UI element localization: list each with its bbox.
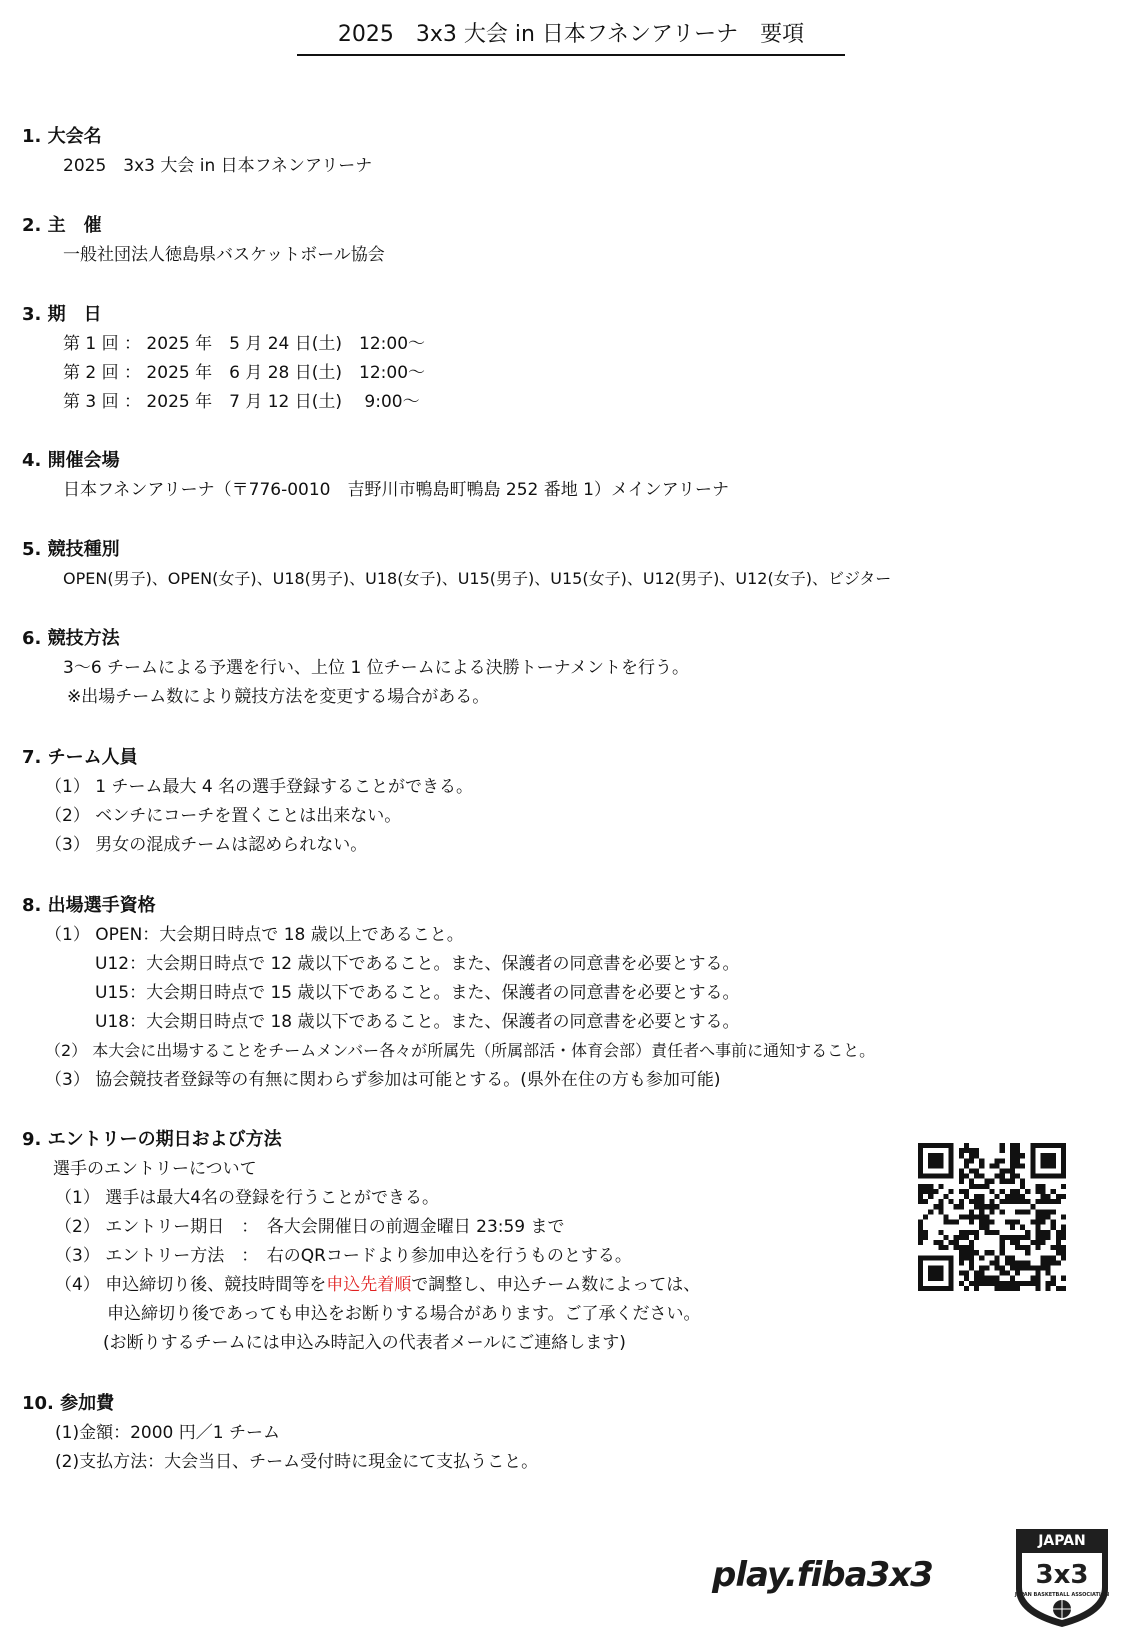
section-9-line-4a: （4） 申込締切り後、競技時間等を bbox=[55, 1275, 327, 1295]
logo-middle-text: 3x3 bbox=[1035, 1560, 1089, 1590]
section-3-line: 第 3 回 ： 2025 年 7 月 12 日(土) 9:00～ bbox=[63, 392, 420, 412]
section-3-line: 第 2 回 ： 2025 年 6 月 28 日(土) 12:00～ bbox=[63, 363, 426, 383]
section-8-line: （2） 本大会に出場することをチームメンバー各々が所属先（所属部活・体育会部）責任者へ事前に通知すること。 bbox=[45, 1041, 876, 1060]
section-6-heading: 6. 競技方法 bbox=[22, 628, 120, 649]
play-fiba3x3-wordmark: play.fiba3x3 bbox=[712, 1555, 933, 1595]
section-6-line: ※出場チーム数により競技方法を変更する場合がある。 bbox=[67, 687, 490, 707]
section-2-line: 一般社団法人徳島県バスケットボール協会 bbox=[63, 245, 385, 265]
section-7-line: （1） 1 チーム最大 4 名の選手登録することができる。 bbox=[45, 777, 474, 797]
section-9-heading: 9. エントリーの期日および方法 bbox=[22, 1129, 282, 1150]
section-2-heading: 2. 主 催 bbox=[22, 215, 102, 236]
section-8-line: U12：大会期日時点で 12 歳以下であること。また、保護者の同意書を必要とする。 bbox=[95, 954, 740, 974]
section-7-line: （2） ベンチにコーチを置くことは出来ない。 bbox=[45, 806, 402, 826]
section-6-line: 3～6 チームによる予選を行い、上位 1 位チームによる決勝トーナメントを行う。 bbox=[63, 658, 689, 678]
section-1-heading: 1. 大会名 bbox=[22, 126, 102, 147]
jba-3x3-logo-icon bbox=[1010, 1523, 1114, 1630]
section-3-line: 第 1 回 ： 2025 年 5 月 24 日(土) 12:00～ bbox=[63, 334, 426, 354]
section-8-line: U18：大会期日時点で 18 歳以下であること。また、保護者の同意書を必要とする。 bbox=[95, 1012, 740, 1032]
section-9-line: （1） 選手は最大4名の登録を行うことができる。 bbox=[55, 1188, 440, 1208]
section-8-line: （1） OPEN：大会期日時点で 18 歳以上であること。 bbox=[45, 925, 464, 945]
section-9-line: （2） エントリー期日 ： 各大会開催日の前週金曜日 23:59 まで bbox=[55, 1217, 565, 1237]
section-1-line: 2025 3x3 大会 in 日本フネンアリーナ bbox=[63, 156, 373, 176]
logo-bottom-text: JAPAN BASKETBALL ASSOCIATION bbox=[1014, 1592, 1110, 1598]
first-come-highlight: 申込先着順 bbox=[326, 1275, 412, 1295]
section-10-heading: 10. 参加費 bbox=[22, 1393, 115, 1414]
section-10-line: (2)支払方法：大会当日、チーム受付時に現金にて支払うこと。 bbox=[55, 1452, 539, 1472]
section-9-line: （3） エントリー方法 ： 右のQRコードより参加申込を行うものとする。 bbox=[55, 1246, 632, 1266]
qr-code-icon[interactable] bbox=[905, 1143, 1079, 1291]
section-9-line: 申込締切り後であっても申込をお断りする場合があります。ご了承ください。 bbox=[107, 1304, 701, 1324]
section-9-line-4b: で調整し、申込チーム数によっては、 bbox=[411, 1275, 701, 1295]
section-9-intro: 選手のエントリーについて bbox=[53, 1159, 257, 1179]
section-4-heading: 4. 開催会場 bbox=[22, 450, 120, 471]
logo-top-text: JAPAN bbox=[1038, 1533, 1086, 1549]
section-9-line: (お断りするチームには申込み時記入の代表者メールにご連絡します) bbox=[103, 1333, 626, 1353]
section-8-heading: 8. 出場選手資格 bbox=[22, 895, 156, 916]
section-7-heading: 7. チーム人員 bbox=[22, 747, 138, 768]
section-3-heading: 3. 期 日 bbox=[22, 304, 102, 325]
section-5-heading: 5. 競技種別 bbox=[22, 539, 120, 560]
section-4-line: 日本フネンアリーナ（〒776-0010 吉野川市鴨島町鴨島 252 番地 1）メインアリーナ bbox=[63, 480, 729, 500]
section-7-line: （3） 男女の混成チームは認められない。 bbox=[45, 835, 368, 855]
section-9-line-4 bbox=[55, 1273, 700, 1297]
document-title: 2025 3x3 大会 in 日本フネンアリーナ 要項 bbox=[297, 18, 845, 56]
section-8-line: U15：大会期日時点で 15 歳以下であること。また、保護者の同意書を必要とする。 bbox=[95, 983, 740, 1003]
section-8-line: （3） 協会競技者登録等の有無に関わらず参加は可能とする。(県外在住の方も参加可能) bbox=[45, 1070, 721, 1090]
section-5-line: OPEN(男子)、OPEN(女子)、U18(男子)、U18(女子)、U15(男子)、U15(女子)、U12(男子)、U12(女子)、ビジター bbox=[63, 569, 892, 588]
section-10-line: (1)金額：2000 円／1 チーム bbox=[55, 1423, 280, 1443]
